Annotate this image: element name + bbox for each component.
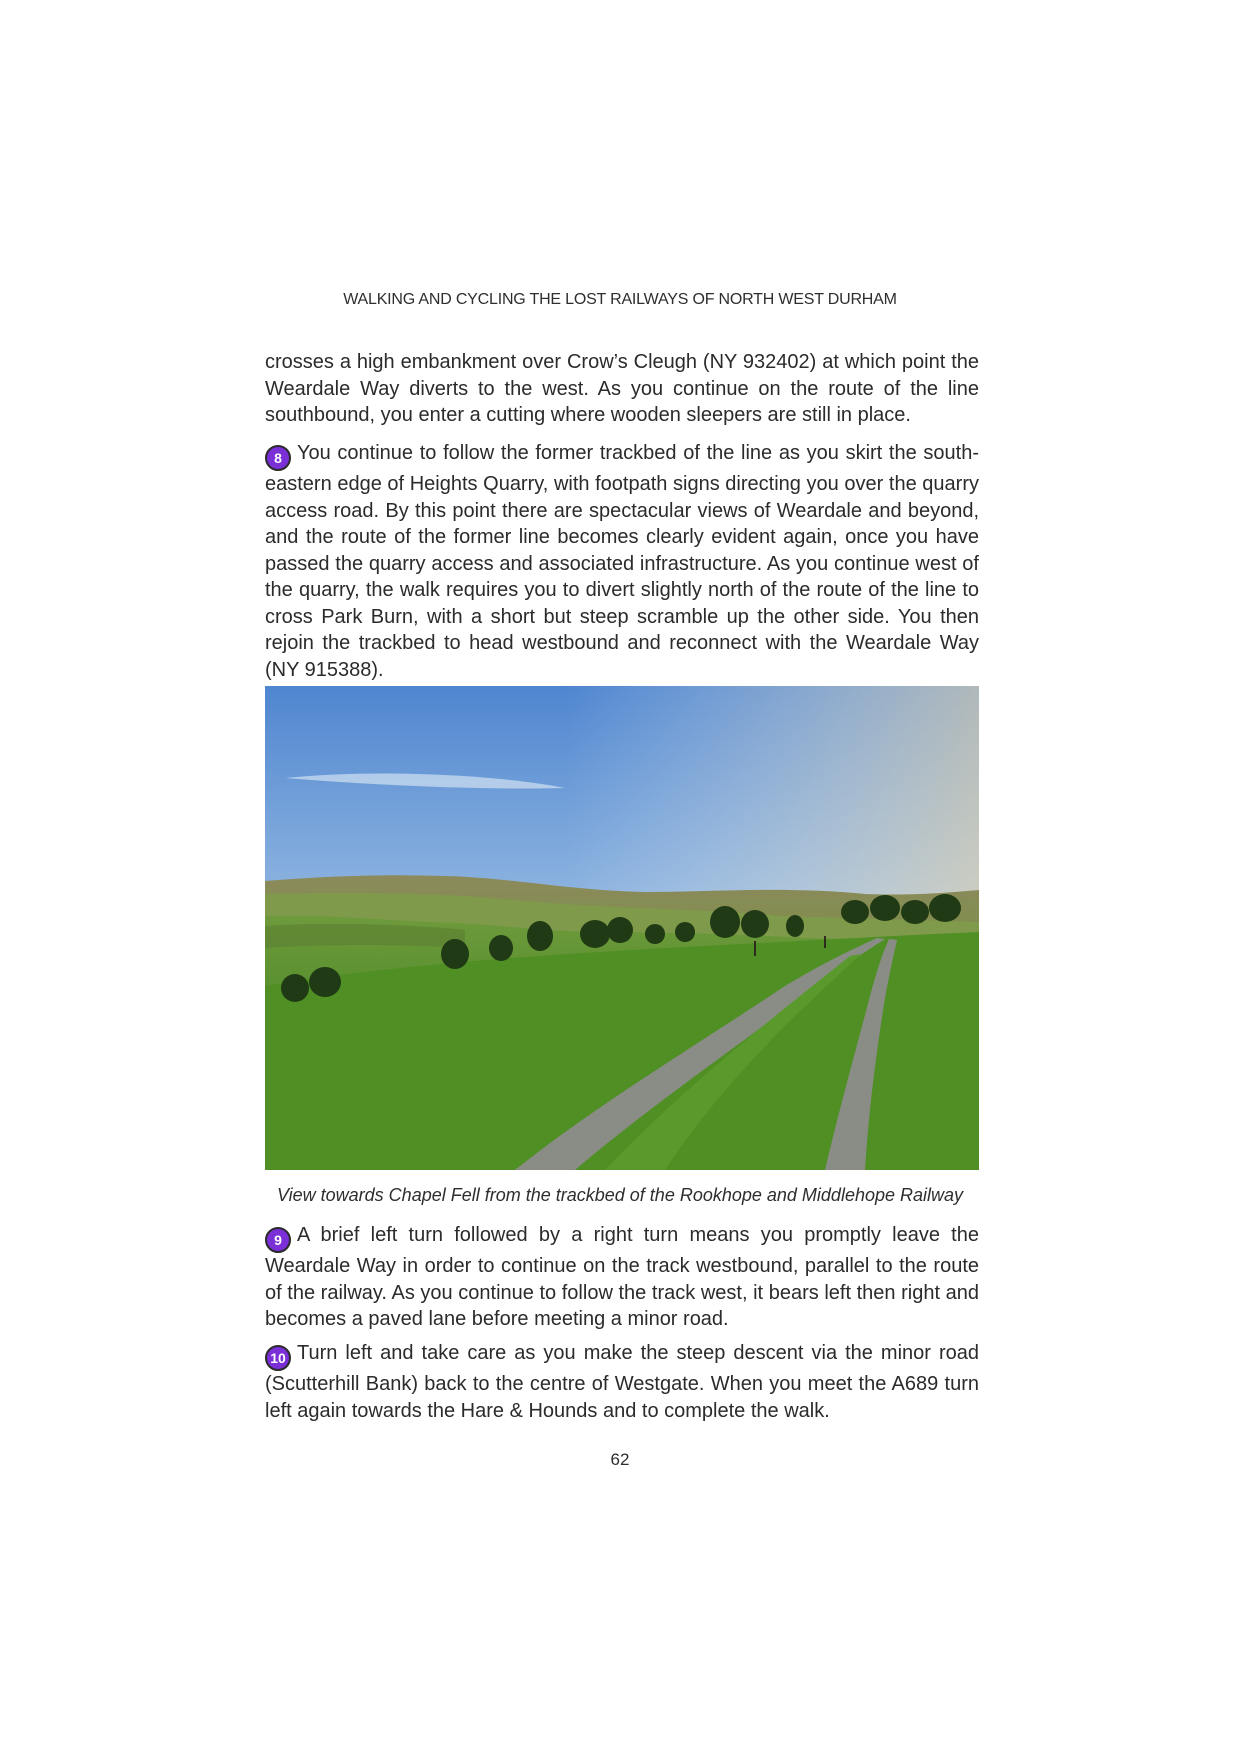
step-marker-8: 8 [265,445,291,471]
paragraph-text: Turn left and take care as you make the steep descent via the minor road (Scutterhill Bank) back to the centre of Westgate. When you meet the A689 turn left again towards the Hare & Hounds and to complete the walk. [265,1342,979,1422]
paragraph-text: crosses a high embankment over Crow’s Cleugh (NY 932402) at which point the Weardale Way diverts to the west. As you continue on the route of the line southbound, you enter a cutting where wooden sleepers are still in place. [265,351,979,426]
paragraph-step-9 [265,1222,979,1333]
paragraph-text: You continue to follow the former trackbed of the line as you skirt the south-eastern edge of Heights Quarry, with footpath signs directing you over the quarry access road. By this point there are spectacular views of Weardale and beyond, and the route of the former line becomes clearly evident again, once you have passed the quarry access and associated infrastructure. As you continue west of the quarry, the walk requires you to divert slightly north of the route of the line to cross Park Burn, with a short but steep scramble up the other side. You then rejoin the trackbed to head westbound and reconnect with the Weardale Way (NY 915388). [265,442,979,681]
paragraph-step-10 [265,1340,979,1424]
step-marker-9: 9 [265,1227,291,1253]
running-header: WALKING AND CYCLING THE LOST RAILWAYS OF NORTH WEST DURHAM [343,291,897,308]
paragraph-text: A brief left turn followed by a right turn means you promptly leave the Weardale Way in order to continue on the track westbound, parallel to the route of the railway. As you continue to follow the track west, it bears left then right and becomes a paved lane before meeting a minor road. [265,1224,979,1330]
step-marker-10: 10 [265,1345,291,1371]
paragraph-continuation [265,349,979,429]
photo-caption: View towards Chapel Fell from the trackbed of the Rookhope and Middlehope Railway [276,1185,964,1205]
paragraph-step-8 [265,440,979,683]
landscape-photo [265,686,979,1170]
page-number: 62 [610,1450,630,1469]
